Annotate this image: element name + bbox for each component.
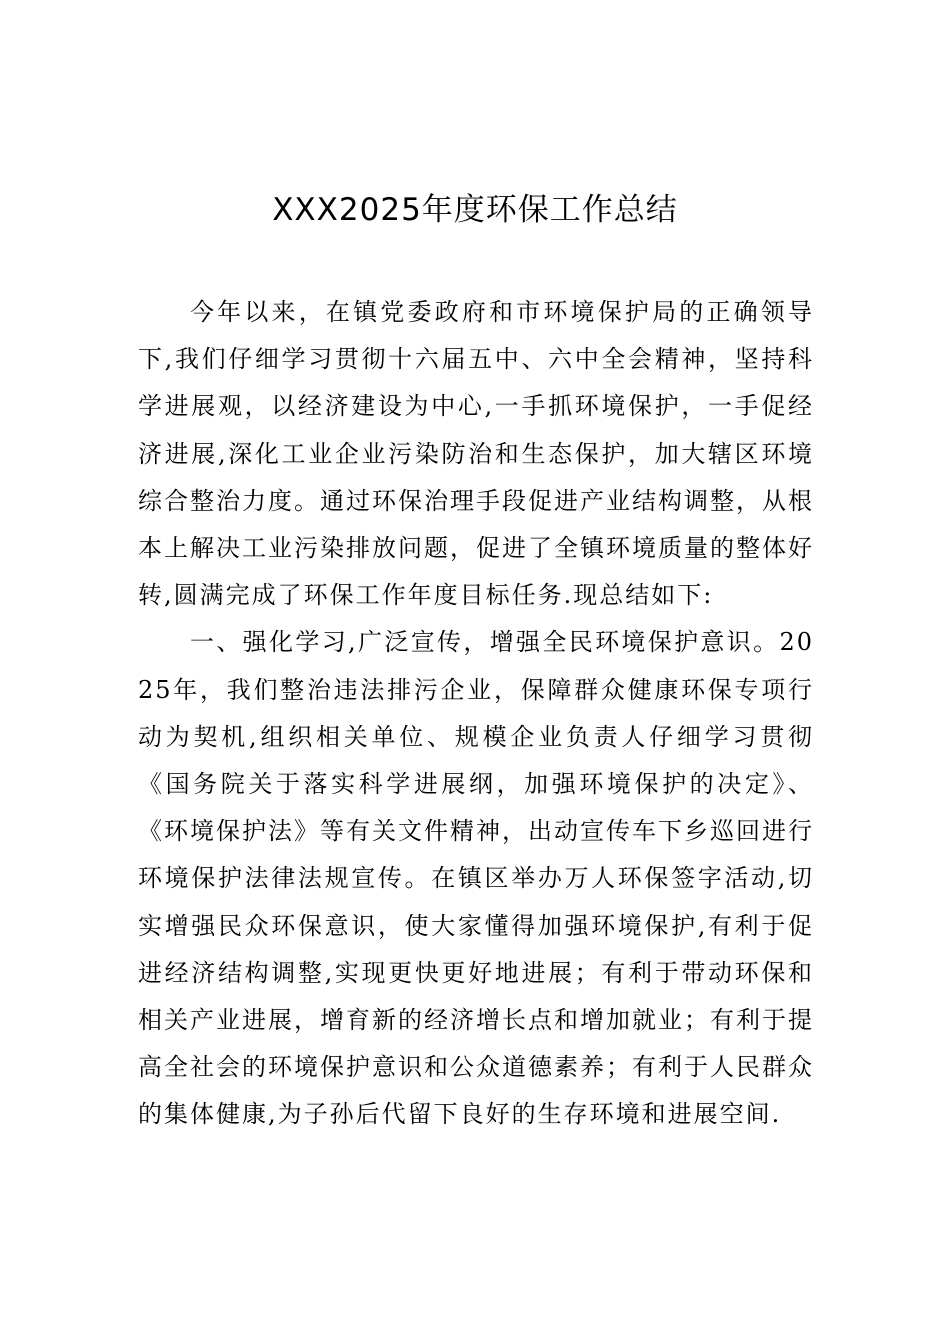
paragraph-section-one: 一、强化学习,广泛宣传，增强全民环境保护意识。2025年，我们整治违法排污企业，保障群众健康环保专项行动为契机,组织相关单位、规模企业负责人仔细学习贯彻《国务院关于落实科学进展纲，加强环境保护的决定》、《环境保护法》等有关文件精神，出动宣传车下乡巡回进行环境保护法律法规宣传。在镇区举办万人环保签字活动,切实增强民众环保意识，使大家懂得加强环境保护,有利于促进经济结构调整,实现更快更好地进展；有利于带动环保和相关产业进展，增育新的经济增长点和增加就业；有利于提高全社会的环境保护意识和公众道德素养；有利于人民群众的集体健康,为子孙后代留下良好的生存环境和进展空间. <box>138 628 814 1129</box>
document-title: XXX2025年度环保工作总结 <box>272 192 678 228</box>
document-body <box>138 289 814 1139</box>
paragraph-intro: 今年以来，在镇党委政府和市环境保护局的正确领导下,我们仔细学习贯彻十六届五中、六中全会精神，坚持科学进展观，以经济建设为中心,一手抓环境保护，一手促经济进展,深化工业企业污染防治和生态保护，加大辖区环境综合整治力度。通过环保治理手段促进产业结构调整，从根本上解决工业污染排放问题，促进了全镇环境质量的整体好转,圆满完成了环保工作年度目标任务.现总结如下: <box>138 298 814 610</box>
